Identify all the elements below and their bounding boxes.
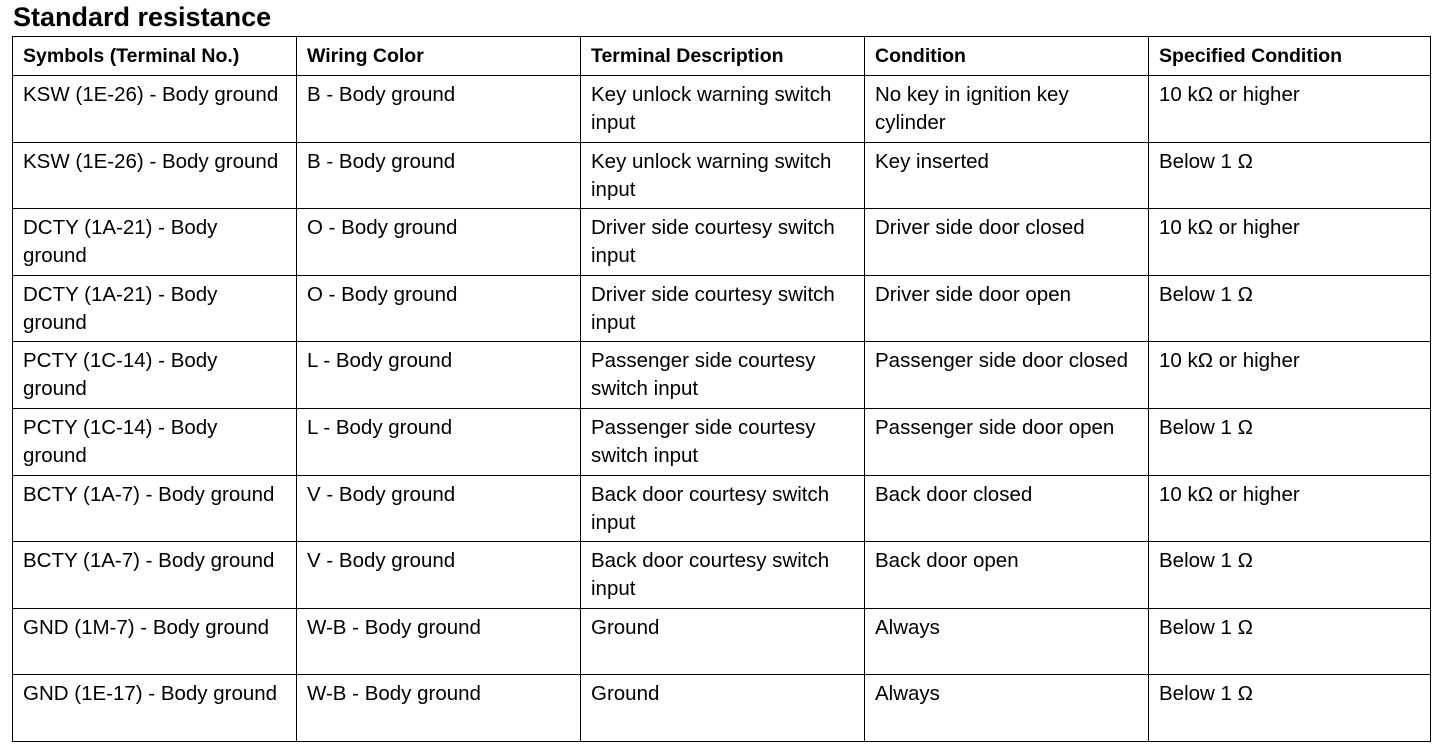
cell-condition: Always [865,675,1149,742]
cell-terminal-description: Back door courtesy switch input [581,542,865,609]
cell-wiring-color: W-B - Body ground [297,608,581,675]
table-header [13,37,1431,76]
cell-symbols: BCTY (1A-7) - Body ground [13,542,297,609]
cell-condition: No key in ignition key cylinder [865,76,1149,143]
cell-wiring-color: B - Body ground [297,76,581,143]
cell-condition: Always [865,608,1149,675]
table-row [13,475,1431,542]
cell-symbols: KSW (1E-26) - Body ground [13,76,297,143]
cell-condition: Back door closed [865,475,1149,542]
cell-wiring-color: O - Body ground [297,209,581,276]
cell-wiring-color: L - Body ground [297,408,581,475]
cell-symbols: DCTY (1A-21) - Body ground [13,209,297,276]
cell-symbols: PCTY (1C-14) - Body ground [13,408,297,475]
cell-specified-condition: Below 1 Ω [1149,608,1431,675]
cell-symbols: GND (1M-7) - Body ground [13,608,297,675]
cell-wiring-color: L - Body ground [297,342,581,409]
cell-specified-condition: 10 kΩ or higher [1149,209,1431,276]
cell-terminal-description: Driver side courtesy switch input [581,275,865,342]
cell-wiring-color: V - Body ground [297,542,581,609]
table-row [13,76,1431,143]
cell-wiring-color: V - Body ground [297,475,581,542]
cell-terminal-description: Key unlock warning switch input [581,76,865,143]
table-row [13,608,1431,675]
cell-specified-condition: Below 1 Ω [1149,142,1431,209]
cell-wiring-color: B - Body ground [297,142,581,209]
cell-specified-condition: 10 kΩ or higher [1149,76,1431,143]
cell-specified-condition: Below 1 Ω [1149,542,1431,609]
table-row [13,542,1431,609]
cell-terminal-description: Ground [581,675,865,742]
cell-symbols: BCTY (1A-7) - Body ground [13,475,297,542]
cell-condition: Driver side door closed [865,209,1149,276]
header-wiring-color: Wiring Color [297,37,581,76]
cell-condition: Passenger side door closed [865,342,1149,409]
cell-specified-condition: Below 1 Ω [1149,408,1431,475]
table-body [13,76,1431,742]
cell-symbols: PCTY (1C-14) - Body ground [13,342,297,409]
cell-terminal-description: Passenger side courtesy switch input [581,342,865,409]
cell-terminal-description: Key unlock warning switch input [581,142,865,209]
table-row [13,675,1431,742]
cell-condition: Passenger side door open [865,408,1149,475]
standard-resistance-table [12,36,1431,742]
page-title: Standard resistance [13,2,272,32]
cell-specified-condition: 10 kΩ or higher [1149,342,1431,409]
table-row [13,209,1431,276]
cell-terminal-description: Back door courtesy switch input [581,475,865,542]
cell-condition: Key inserted [865,142,1149,209]
header-specified-condition: Specified Condition [1149,37,1431,76]
cell-terminal-description: Driver side courtesy switch input [581,209,865,276]
cell-wiring-color: W-B - Body ground [297,675,581,742]
header-terminal-description: Terminal Description [581,37,865,76]
header-condition: Condition [865,37,1149,76]
header-symbols: Symbols (Terminal No.) [13,37,297,76]
cell-specified-condition: 10 kΩ or higher [1149,475,1431,542]
cell-wiring-color: O - Body ground [297,275,581,342]
cell-symbols: DCTY (1A-21) - Body ground [13,275,297,342]
cell-symbols: GND (1E-17) - Body ground [13,675,297,742]
table-row [13,275,1431,342]
table-row [13,342,1431,409]
cell-terminal-description: Passenger side courtesy switch input [581,408,865,475]
cell-condition: Driver side door open [865,275,1149,342]
cell-condition: Back door open [865,542,1149,609]
cell-symbols: KSW (1E-26) - Body ground [13,142,297,209]
cell-terminal-description: Ground [581,608,865,675]
cell-specified-condition: Below 1 Ω [1149,275,1431,342]
header-row [13,37,1431,76]
cell-specified-condition: Below 1 Ω [1149,675,1431,742]
table-row [13,408,1431,475]
table-row [13,142,1431,209]
